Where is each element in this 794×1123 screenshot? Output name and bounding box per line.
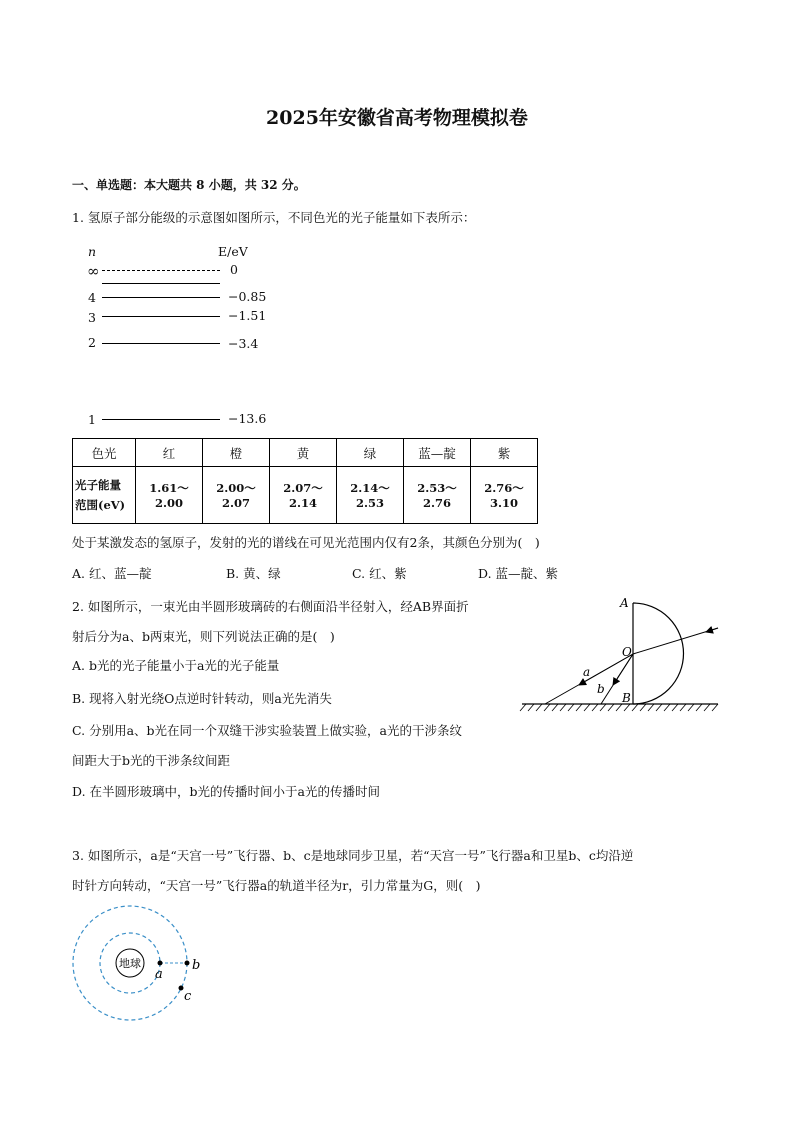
label-O: O — [622, 645, 632, 659]
satellite-b-dot — [185, 961, 190, 966]
level-n-4: 4 — [88, 290, 96, 305]
q2-stem-line1: 2. 如图所示，一束光由半圆形玻璃砖的右侧面沿半径射入，经AB界面折 — [72, 599, 469, 614]
q2-option-c-line1: C. 分别用a、b光在同一个双缝干涉实验装置上做实验，a光的干涉条纹 — [72, 723, 462, 738]
table-row-label: 光子能量 范围(eV) — [73, 467, 136, 524]
level-line-3 — [102, 316, 220, 317]
label-b: b — [192, 958, 201, 973]
table-cell: 2.07～2.14 — [270, 467, 337, 524]
level-n-2: 2 — [88, 335, 96, 350]
q2-option-a: A. b光的光子能量小于a光的光子能量 — [72, 658, 280, 673]
label-B: B — [622, 691, 631, 705]
energy-axis-label: E/eV — [218, 244, 248, 259]
q1-option-a: A. 红、蓝—靛 — [72, 566, 152, 581]
earth-label: 地球 — [119, 957, 141, 970]
level-line-near-inf — [102, 283, 220, 284]
table-cell: 2.53～2.76 — [404, 467, 471, 524]
q1-option-c: C. 红、紫 — [352, 566, 407, 581]
level-e-inf: 0 — [230, 262, 238, 277]
q1-option-d: D. 蓝—靛、紫 — [478, 566, 559, 581]
q2-option-c-line2: 间距大于b光的干涉条纹间距 — [72, 753, 231, 768]
table-header-cell: 紫 — [471, 439, 538, 467]
level-line-2 — [102, 343, 220, 344]
section-heading: 一、单选题：本大题共 8 小题，共 32 分。 — [72, 178, 306, 192]
table-cell: 2.76～3.10 — [471, 467, 538, 524]
table-header-row — [73, 439, 538, 467]
label-A: A — [620, 596, 629, 610]
q1-stem: 1. 氢原子部分能级的示意图如图所示，不同色光的光子能量如下表所示： — [72, 210, 476, 225]
table-header-cell: 色光 — [73, 439, 136, 467]
level-e-4: −0.85 — [228, 289, 267, 304]
label-c: c — [184, 989, 192, 1004]
level-line-1 — [102, 419, 220, 420]
table-header-cell: 蓝—靛 — [404, 439, 471, 467]
level-n-1: 1 — [88, 412, 96, 427]
label-ray-a: a — [583, 665, 591, 679]
table-header-cell: 绿 — [337, 439, 404, 467]
level-e-2: −3.4 — [228, 336, 259, 351]
level-n-inf: ∞ — [87, 262, 100, 280]
glass-refraction-figure — [510, 590, 725, 715]
page-title: 2025年安徽省高考物理模拟卷 — [266, 107, 528, 129]
level-line-inf — [102, 270, 220, 271]
level-e-1: −13.6 — [228, 411, 267, 426]
q1-question: 处于某激发态的氢原子，发射的光的谱线在可见光范围内仅有2条，其颜色分别为( ) — [72, 535, 540, 550]
table-header-cell: 红 — [136, 439, 203, 467]
q3-stem-line1: 3. 如图所示，a是“天宫一号”飞行器、b、c是地球同步卫星，若“天宫一号”飞行器a和卫星b、c均沿逆 — [72, 848, 634, 863]
satellite-orbit-figure — [66, 898, 216, 1028]
table-row — [73, 467, 538, 524]
level-e-3: −1.51 — [228, 308, 267, 323]
q2-option-b: B. 现将入射光绕O点逆时针转动，则a光先消失 — [72, 691, 332, 706]
table-cell: 2.00～2.07 — [203, 467, 270, 524]
q1-option-b: B. 黄、绿 — [226, 566, 281, 581]
label-a: a — [155, 967, 163, 982]
label-ray-b: b — [597, 682, 605, 696]
satellite-c-dot — [179, 986, 184, 991]
n-axis-label: n — [88, 244, 97, 259]
table-header-cell: 橙 — [203, 439, 270, 467]
photon-energy-table — [72, 438, 538, 524]
q2-option-d: D. 在半圆形玻璃中，b光的传播时间小于a光的传播时间 — [72, 784, 380, 799]
satellite-a-dot — [158, 961, 163, 966]
q2-stem-line2: 射后分为a、b两束光，则下列说法正确的是( ) — [72, 629, 335, 644]
table-header-cell: 黄 — [270, 439, 337, 467]
q3-stem-line2: 时针方向转动，“天宫一号”飞行器a的轨道半径为r，引力常量为G，则( ) — [72, 878, 481, 893]
level-line-4 — [102, 297, 220, 298]
level-n-3: 3 — [88, 310, 96, 325]
table-cell: 2.14～2.53 — [337, 467, 404, 524]
table-cell: 1.61～2.00 — [136, 467, 203, 524]
